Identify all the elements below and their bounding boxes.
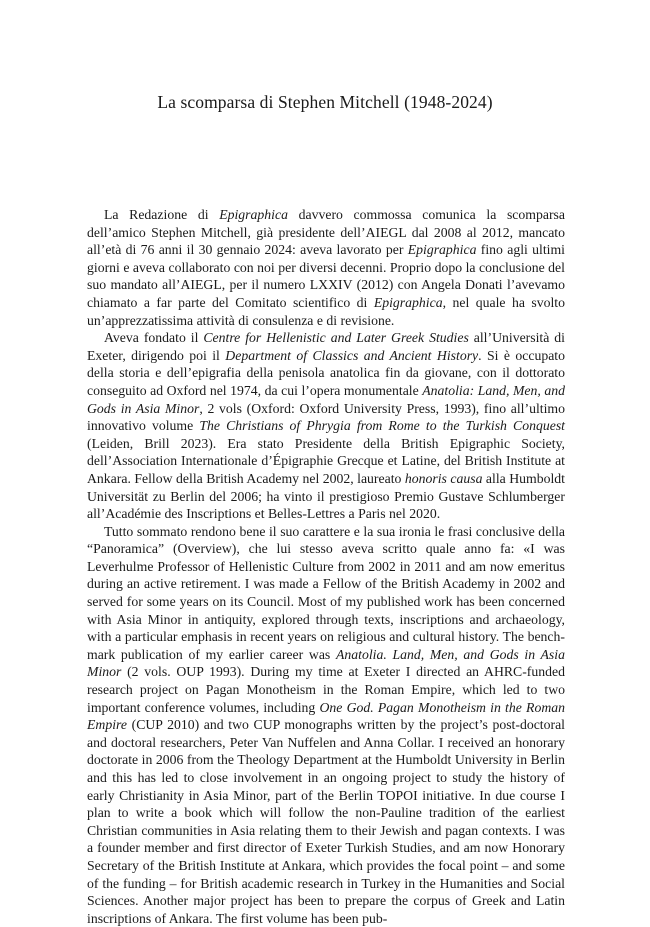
paragraph xyxy=(87,523,565,927)
text-run: Aveva fondato il xyxy=(104,330,204,346)
text-run: La Redazione di xyxy=(104,207,220,222)
article-body xyxy=(87,206,565,927)
text-run: fino agli ultimi giorni e aveva collaborato con noi per diversi decenni. Proprio dopo la conclusione del suo mandato all’AIEGL, per il numero LXXIV (2012) con Angela Donati l’avevamo chiamato a far parte del Comitato scientifico di xyxy=(87,242,565,310)
italic-run: One God. Pagan Monotheism in the Roman Empire xyxy=(87,699,565,733)
text-run: davvero commossa comunica la scomparsa dell’amico Stephen Mitchell, già presidente dell’AIEGL dal 2008 al 2012, mancato all’età di 76 anni il 30 gennaio 2024: aveva lavorato per xyxy=(87,207,565,258)
text-run: . Si è occupato della storia e dell’epigrafia della penisola anatolica fin da giovane, con il dottorato conseguito ad Oxford nel 1974, da cui l’opera monumentale xyxy=(87,347,565,398)
italic-run: Anatolia. Land, Men, and Gods in Asia Minor xyxy=(87,646,565,680)
text-run: , 2 vols (Oxford: Oxford University Press, 1993), fino all’ultimo innovativo volume xyxy=(87,400,565,434)
italic-run: Anatolia: Land, Men, and Gods in Asia Minor xyxy=(87,382,565,416)
article-title: La scomparsa di Stephen Mitchell (1948-2024) xyxy=(157,92,493,112)
text-run: (Leiden, Brill 2023). Era stato Presidente della British Epigraphic Society, dell’Association Internationale d’Épigraphie Grecque et Latine, del British Institute at Ankara. Fellow della British Academy nel 2002, laureato xyxy=(87,435,565,486)
text-run: alla Humboldt Universität zu Berlin del 2006; ha vinto il prestigioso Premio Gustave Schlumberger all’Académie des Inscriptions et Belles-Lettres a Paris nel 2020. xyxy=(87,470,565,522)
italic-run: Epigraphica xyxy=(407,242,477,258)
text-run: (CUP 2010) and two CUP monographs written by the project’s post-doctoral and doctoral researchers, Peter Van Nuffelen and Anna Collar. I received an honorary doctorate in 2006 from the Theology Department at the Humboldt University in Berlin and this has led to close involvement in an ongoing project to study the history of early Christianity in Asia Minor, part of the Berlin TOPOI initiative. In due course I plan to write a book which will follow the non-Pauline tradition of the earliest Christian communities in Asia relating them to their Jewish and pagan contexts. I was a founder member and first director of Exeter Turkish Studies, and am now Honorary Secretary of the British Institute at Ankara, which provides the focal point – and some of the funding – for British academic research in Turkey in the Humanities and Social Sciences. Another major project has been to prepare the corpus of Greek and Latin inscriptions of Ankara. The first volume has been pub- xyxy=(87,717,565,926)
text-run: all’Università di Exeter, dirigendo poi il xyxy=(87,330,565,363)
text-run: (2 vols. OUP 1993). During my time at Exeter I directed an AHRC-funded research project on Pagan Monotheism in the Roman Empire, which led to two important conference volumes, including xyxy=(87,664,565,715)
text-run: Tutto sommato rendono bene il suo carattere e la sua ironia le frasi conclusive della “Panoramica” (Overview), che lui stesso aveva scritto quale anno fa: «I was Leverhulme Professor of Hellenistic Culture from 2002 in 2011 and am now emeritus during an active retirement. I was made a Fellow of the British Academy in 2002 and served for some years on its Council. Most of my published work has been concerned with Asia Minor in antiquity, explored through texts, inscriptions and archaeology, with a particular emphasis in recent years on religious and cultural history. The bench-mark publication of my earlier career was xyxy=(87,523,565,662)
paragraph xyxy=(87,329,565,523)
italic-run: Centre for Hellenistic and Later Greek Studies xyxy=(203,330,469,346)
text-run: , nel quale ha svolto un’apprezzatissima attività di consulenza e di revisione. xyxy=(87,294,566,328)
italic-run: Epigraphica xyxy=(373,294,443,310)
italic-run: honoris causa xyxy=(404,470,483,486)
paragraph xyxy=(87,206,565,329)
italic-run: The Christians of Phrygia from Rome to the Turkish Conquest xyxy=(199,418,565,434)
italic-run: Department of Classics and Ancient History xyxy=(225,347,479,363)
italic-run: Epigraphica xyxy=(219,207,288,222)
